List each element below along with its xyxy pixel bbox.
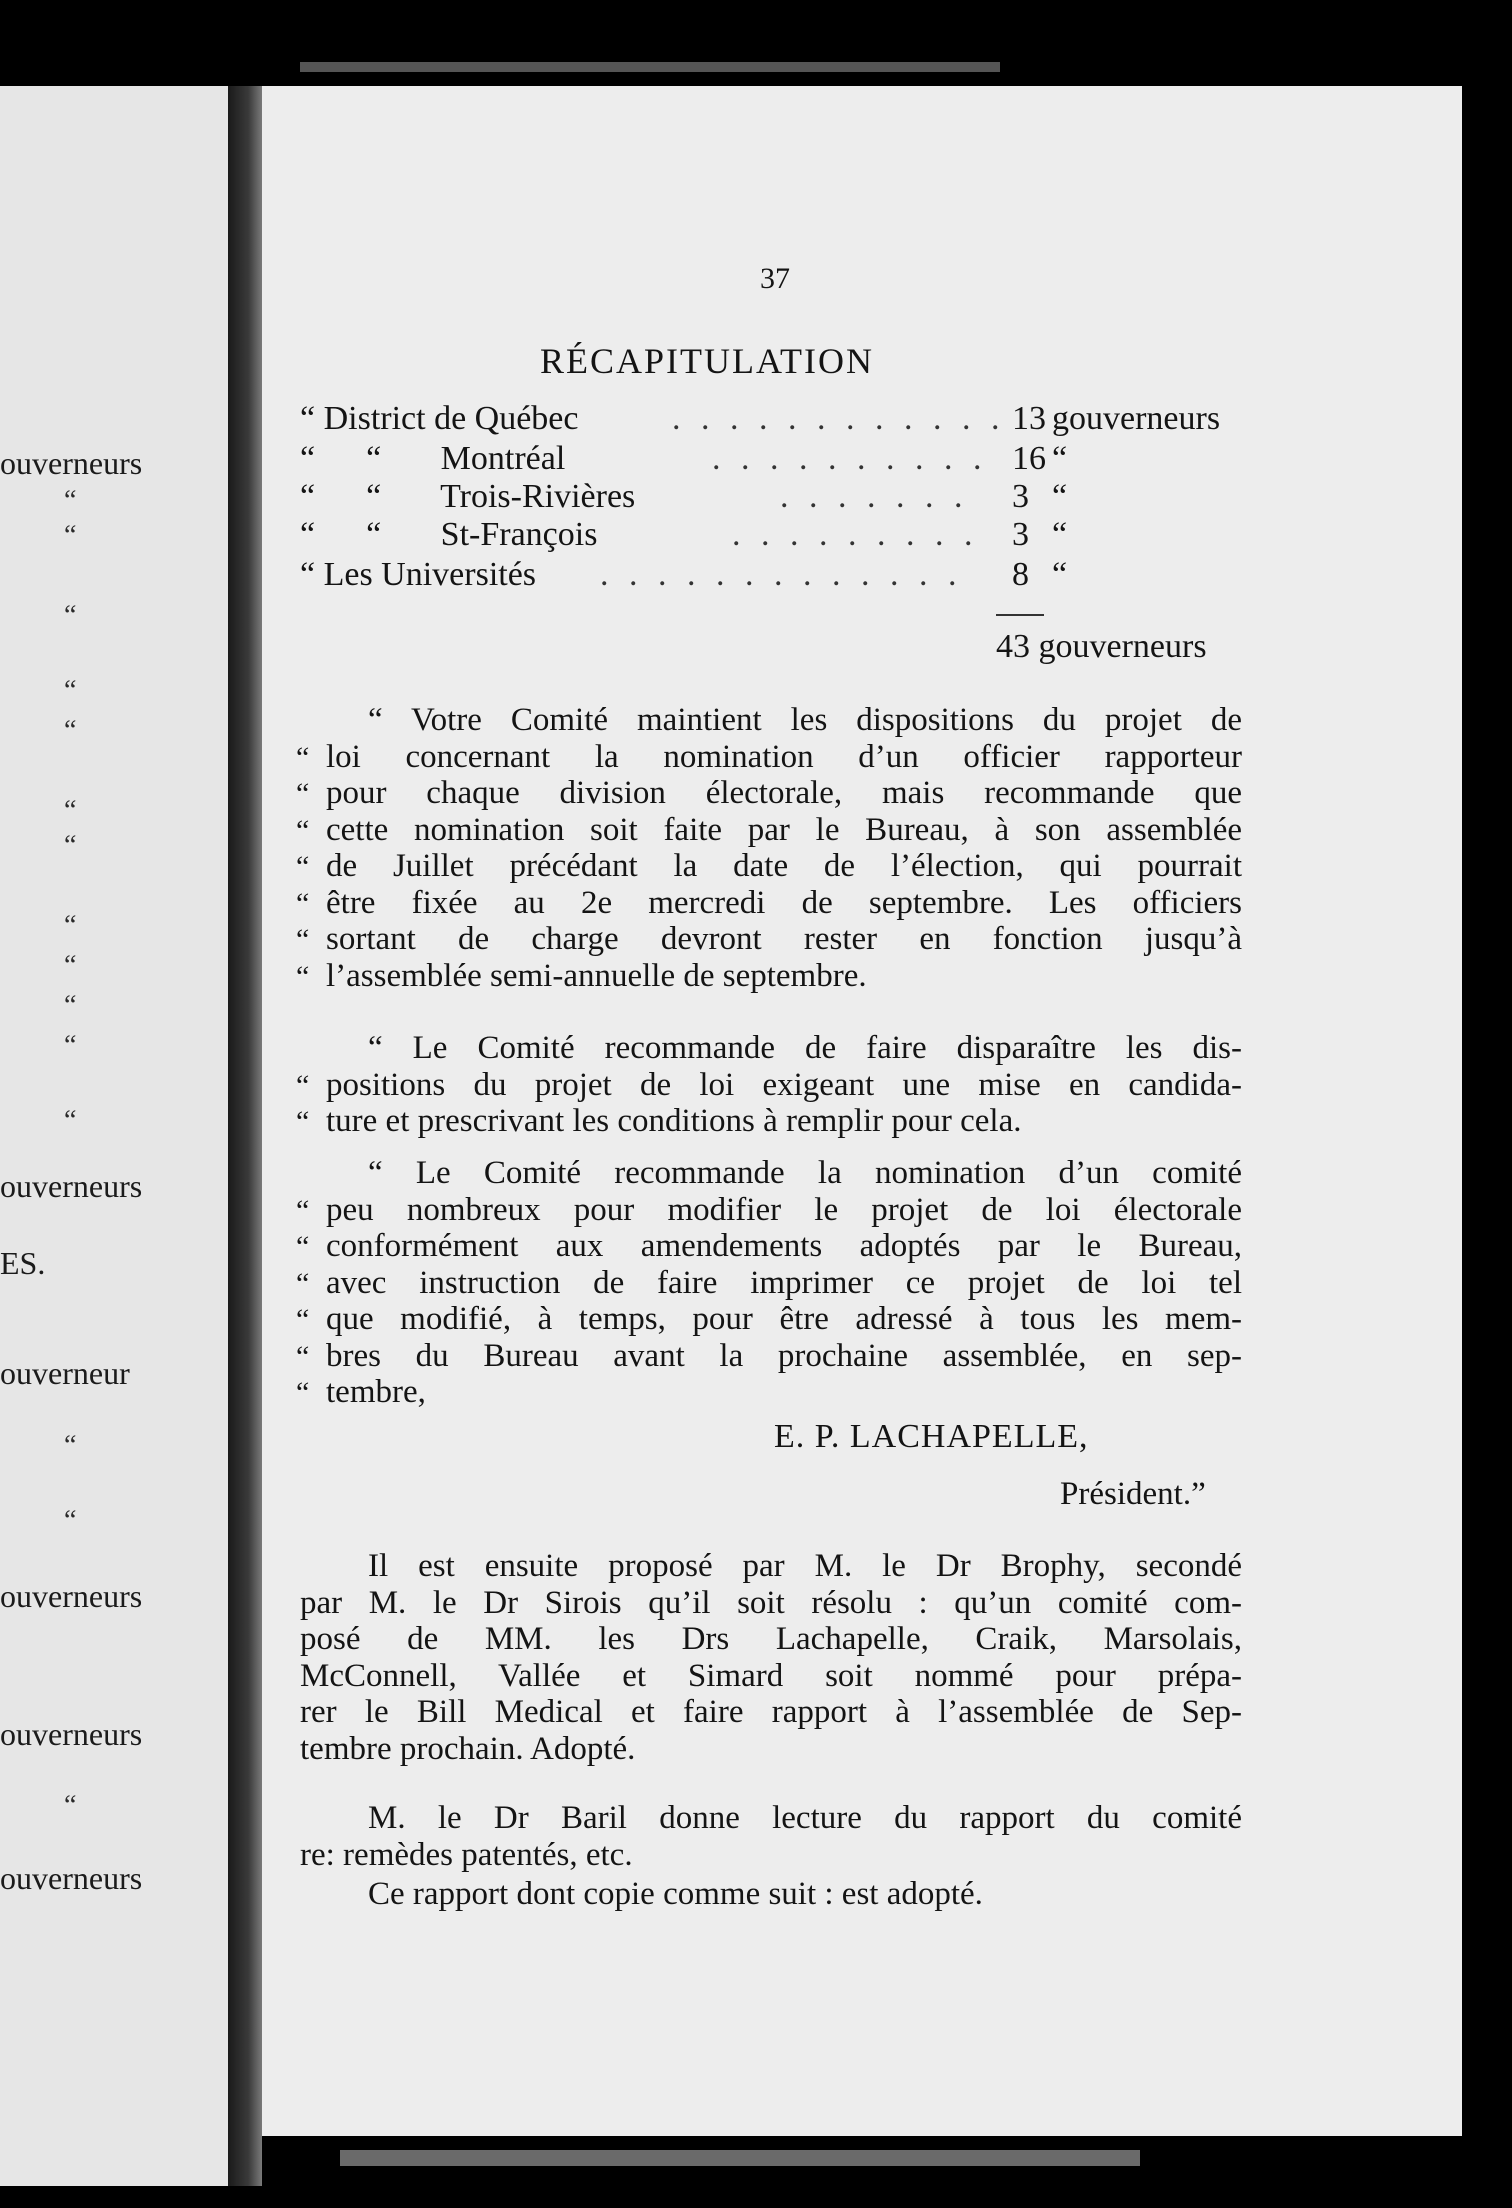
recap-unit: “ xyxy=(1052,516,1068,553)
text-line: positions du projet de loi exigeant une mise en candida- xyxy=(326,1066,1242,1103)
recap-district-label: “ “ St-François xyxy=(300,516,598,553)
continuation-quote: “ xyxy=(296,813,310,847)
continuation-quote: “ xyxy=(296,740,310,774)
leader-dots: . . . . . . . . . . . . xyxy=(672,400,1006,437)
recap-district-label: “ “ Trois-Rivières xyxy=(300,478,636,515)
ditto-mark: “ xyxy=(64,950,77,981)
text-line: tembre prochain. Adopté. xyxy=(300,1730,636,1767)
bottom-edge-shadow xyxy=(340,2150,1140,2166)
ditto-mark: “ xyxy=(64,990,77,1021)
leader-dots: . . . . . . . xyxy=(780,478,969,515)
continuation-quote: “ xyxy=(296,850,310,883)
continuation-quote: “ xyxy=(296,1339,310,1373)
recap-district-label: “ District de Québec xyxy=(300,400,579,437)
ditto-mark: “ xyxy=(64,1030,77,1061)
recap-value: 3 xyxy=(1012,478,1029,515)
text-line: posé de MM. les Drs Lachapelle, Craik, Marsolais, xyxy=(300,1621,1242,1657)
continuation-quote: “ xyxy=(296,1376,310,1409)
text-line: de Juillet précédant la date de l’élection, qui pourrait xyxy=(326,848,1242,884)
book-gutter xyxy=(228,86,262,2186)
fragment-text: ouverneurs xyxy=(0,1860,143,1896)
text-line: ture et prescrivant les conditions à remplir pour cela. xyxy=(326,1103,1022,1139)
continuation-quote: “ xyxy=(296,1193,310,1227)
page-number: 37 xyxy=(760,262,790,295)
leader-dots: . . . . . . . . . . . . . xyxy=(600,556,963,593)
continuation-quote: “ xyxy=(296,777,310,810)
ditto-mark: “ xyxy=(64,1790,77,1821)
fragment-text: ouverneurs xyxy=(0,445,143,481)
continuation-quote: “ xyxy=(296,923,310,956)
fragment-text: ouverneurs xyxy=(0,1578,143,1614)
continuation-quote: “ xyxy=(296,886,310,920)
ditto-mark: “ xyxy=(64,675,77,706)
fragment-text: ouverneur xyxy=(0,1355,130,1391)
fragment-text: ouverneurs xyxy=(0,1716,143,1752)
text-line: loi concernant la nomination d’un officier rapporteur xyxy=(326,738,1242,775)
text-line: rer le Bill Medical et faire rapport à l’assemblée de Sep- xyxy=(300,1694,1242,1730)
continuation-quote: “ xyxy=(296,1266,310,1300)
ditto-mark: “ xyxy=(64,715,77,746)
text-line: avec instruction de faire imprimer ce projet de loi tel xyxy=(326,1264,1242,1301)
leader-dots: . . . . . . . . . xyxy=(732,516,979,553)
text-line: bres du Bureau avant la prochaine assemblée, en sep- xyxy=(326,1337,1242,1374)
text-line: peu nombreux pour modifier le projet de loi électorale xyxy=(326,1191,1242,1228)
recap-row xyxy=(300,400,1250,444)
text-line: sortant de charge devront rester en fonction jusqu’à xyxy=(326,921,1242,957)
recap-total: 43 gouverneurs xyxy=(996,628,1207,665)
signatory-title: Président.” xyxy=(1060,1476,1206,1512)
recap-unit: “ xyxy=(1052,478,1068,515)
text-line: conformément aux amendements adoptés par le Bureau, xyxy=(326,1228,1242,1264)
ditto-mark: “ xyxy=(64,520,77,551)
continuation-quote: “ xyxy=(296,1303,310,1336)
text-line: “ Le Comité recommande de faire disparaître les dis- xyxy=(368,1030,1242,1066)
ditto-mark: “ xyxy=(64,1430,77,1461)
recap-unit: “ xyxy=(1052,440,1068,477)
recap-district-label: “ Les Universités xyxy=(300,556,537,593)
text-line: par M. le Dr Sirois qu’il soit résolu : qu’un comité com- xyxy=(300,1584,1242,1621)
previous-page-fragment xyxy=(0,86,228,2186)
continuation-quote: “ xyxy=(296,1230,310,1263)
text-line: Il est ensuite proposé par M. le Dr Brophy, secondé xyxy=(368,1548,1242,1584)
text-line: pour chaque division électorale, mais recommande que xyxy=(326,775,1242,811)
recapitulation-heading: RÉCAPITULATION xyxy=(540,341,874,381)
recap-unit: “ xyxy=(1052,556,1068,593)
recap-value: 13 xyxy=(1012,400,1046,437)
recap-district-label: “ “ Montréal xyxy=(300,440,566,477)
top-edge-shadow xyxy=(300,62,1000,72)
ditto-mark: “ xyxy=(64,1505,77,1536)
ditto-mark: “ xyxy=(64,795,77,826)
recap-row xyxy=(300,556,1250,600)
recap-value: 3 xyxy=(1012,516,1029,553)
fragment-text: ouverneurs xyxy=(0,1168,143,1204)
recap-unit: gouverneurs xyxy=(1052,400,1221,437)
ditto-mark: “ xyxy=(64,910,77,941)
text-line: “ Le Comité recommande la nomination d’un comité xyxy=(368,1155,1242,1191)
continuation-quote: “ xyxy=(296,1068,310,1102)
ditto-mark: “ xyxy=(64,485,77,516)
recap-value: 8 xyxy=(1012,556,1029,593)
text-line: M. le Dr Baril donne lecture du rapport du comité xyxy=(368,1800,1242,1836)
sum-rule xyxy=(996,614,1044,616)
fragment-text: ES. xyxy=(0,1245,46,1281)
text-line: l’assemblée semi-annuelle de septembre. xyxy=(326,957,867,994)
text-line: “ Votre Comité maintient les dispositions du projet de xyxy=(368,702,1242,738)
ditto-mark: “ xyxy=(64,1105,77,1136)
continuation-quote: “ xyxy=(296,959,310,993)
ditto-mark: “ xyxy=(64,600,77,631)
text-line: Ce rapport dont copie comme suit : est adopté. xyxy=(368,1876,983,1912)
text-line: être fixée au 2e mercredi de septembre. Les officiers xyxy=(326,884,1242,921)
leader-dots: . . . . . . . . . . xyxy=(712,440,988,477)
text-line: que modifié, à temps, pour être adressé à tous les mem- xyxy=(326,1301,1242,1337)
recap-value: 16 xyxy=(1012,440,1046,477)
continuation-quote: “ xyxy=(296,1105,310,1138)
text-line: McConnell, Vallée et Simard soit nommé pour prépa- xyxy=(300,1657,1242,1694)
text-line: tembre, xyxy=(326,1374,426,1410)
text-line: cette nomination soit faite par le Bureau, à son assemblée xyxy=(326,811,1242,848)
ditto-mark: “ xyxy=(64,830,77,861)
text-line: re: remèdes patentés, etc. xyxy=(300,1836,633,1873)
signatory-name: E. P. LACHAPELLE, xyxy=(774,1418,1089,1455)
recap-row xyxy=(300,516,1250,560)
